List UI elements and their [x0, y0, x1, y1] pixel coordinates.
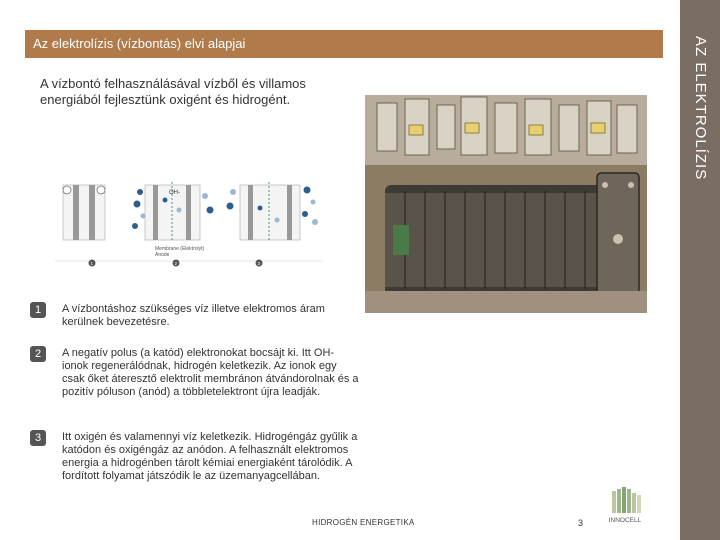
footer-title: HIDROGÉN ENERGETIKA	[312, 518, 415, 527]
diagram-step-2-label: 2	[174, 261, 178, 266]
innocell-logo	[604, 487, 646, 525]
electrolysis-diagram	[55, 170, 323, 270]
step-text: Itt oxigén és valamennyi víz keletkezik. Hidrogéngáz gyűlik a katódon és oxigéngáz az anódon. A felhasznált elektromos energia a hidrogénben tárolt kémiai energiaként tárolódik. A fordított folyamat játszódik le az üzemanyagcellában.	[62, 431, 358, 482]
step-text: A negatív polus (a katód) elektronokat bocsájt ki. Itt OH- ionok regenerálódnak, hidrogén keletkezik. Az ionok egy csak őket áteresztő elektrolit membránon átvándorolnak és a pozitív póluson (anód) a többletelektront újra leadják.	[62, 347, 359, 398]
step-number-badge: 3	[30, 430, 46, 446]
step-text: A vízbontáshoz szükséges víz illetve elektromos áram kerülnek bevezetésre.	[62, 303, 325, 328]
electrolyzer-photo	[365, 95, 647, 313]
oh-label: OH-	[169, 190, 180, 196]
page-number: 3	[578, 518, 584, 528]
slide-title: Az elektrolízis (vízbontás) elvi alapjai	[33, 36, 246, 51]
logo-text: INNOCELL	[608, 517, 642, 524]
diagram-step-1-label: 1	[90, 261, 94, 266]
diagram-step-3-label: 3	[257, 261, 261, 266]
membrane-label: Membrane (Elektrolyt)	[155, 246, 205, 252]
cell-1	[63, 185, 105, 240]
step-number-badge: 2	[30, 346, 46, 362]
intro-text: A vízbontó felhasználásával vízből és villamos energiából fejlesztünk oxigént és hidrogént.	[40, 76, 306, 107]
slide-header-bar	[25, 30, 663, 58]
side-title-band	[680, 0, 720, 540]
side-title: AZ ELEKTROLÍZIS	[692, 36, 709, 181]
anode-label: Anode	[155, 252, 170, 258]
step-number-badge: 1	[30, 302, 46, 318]
